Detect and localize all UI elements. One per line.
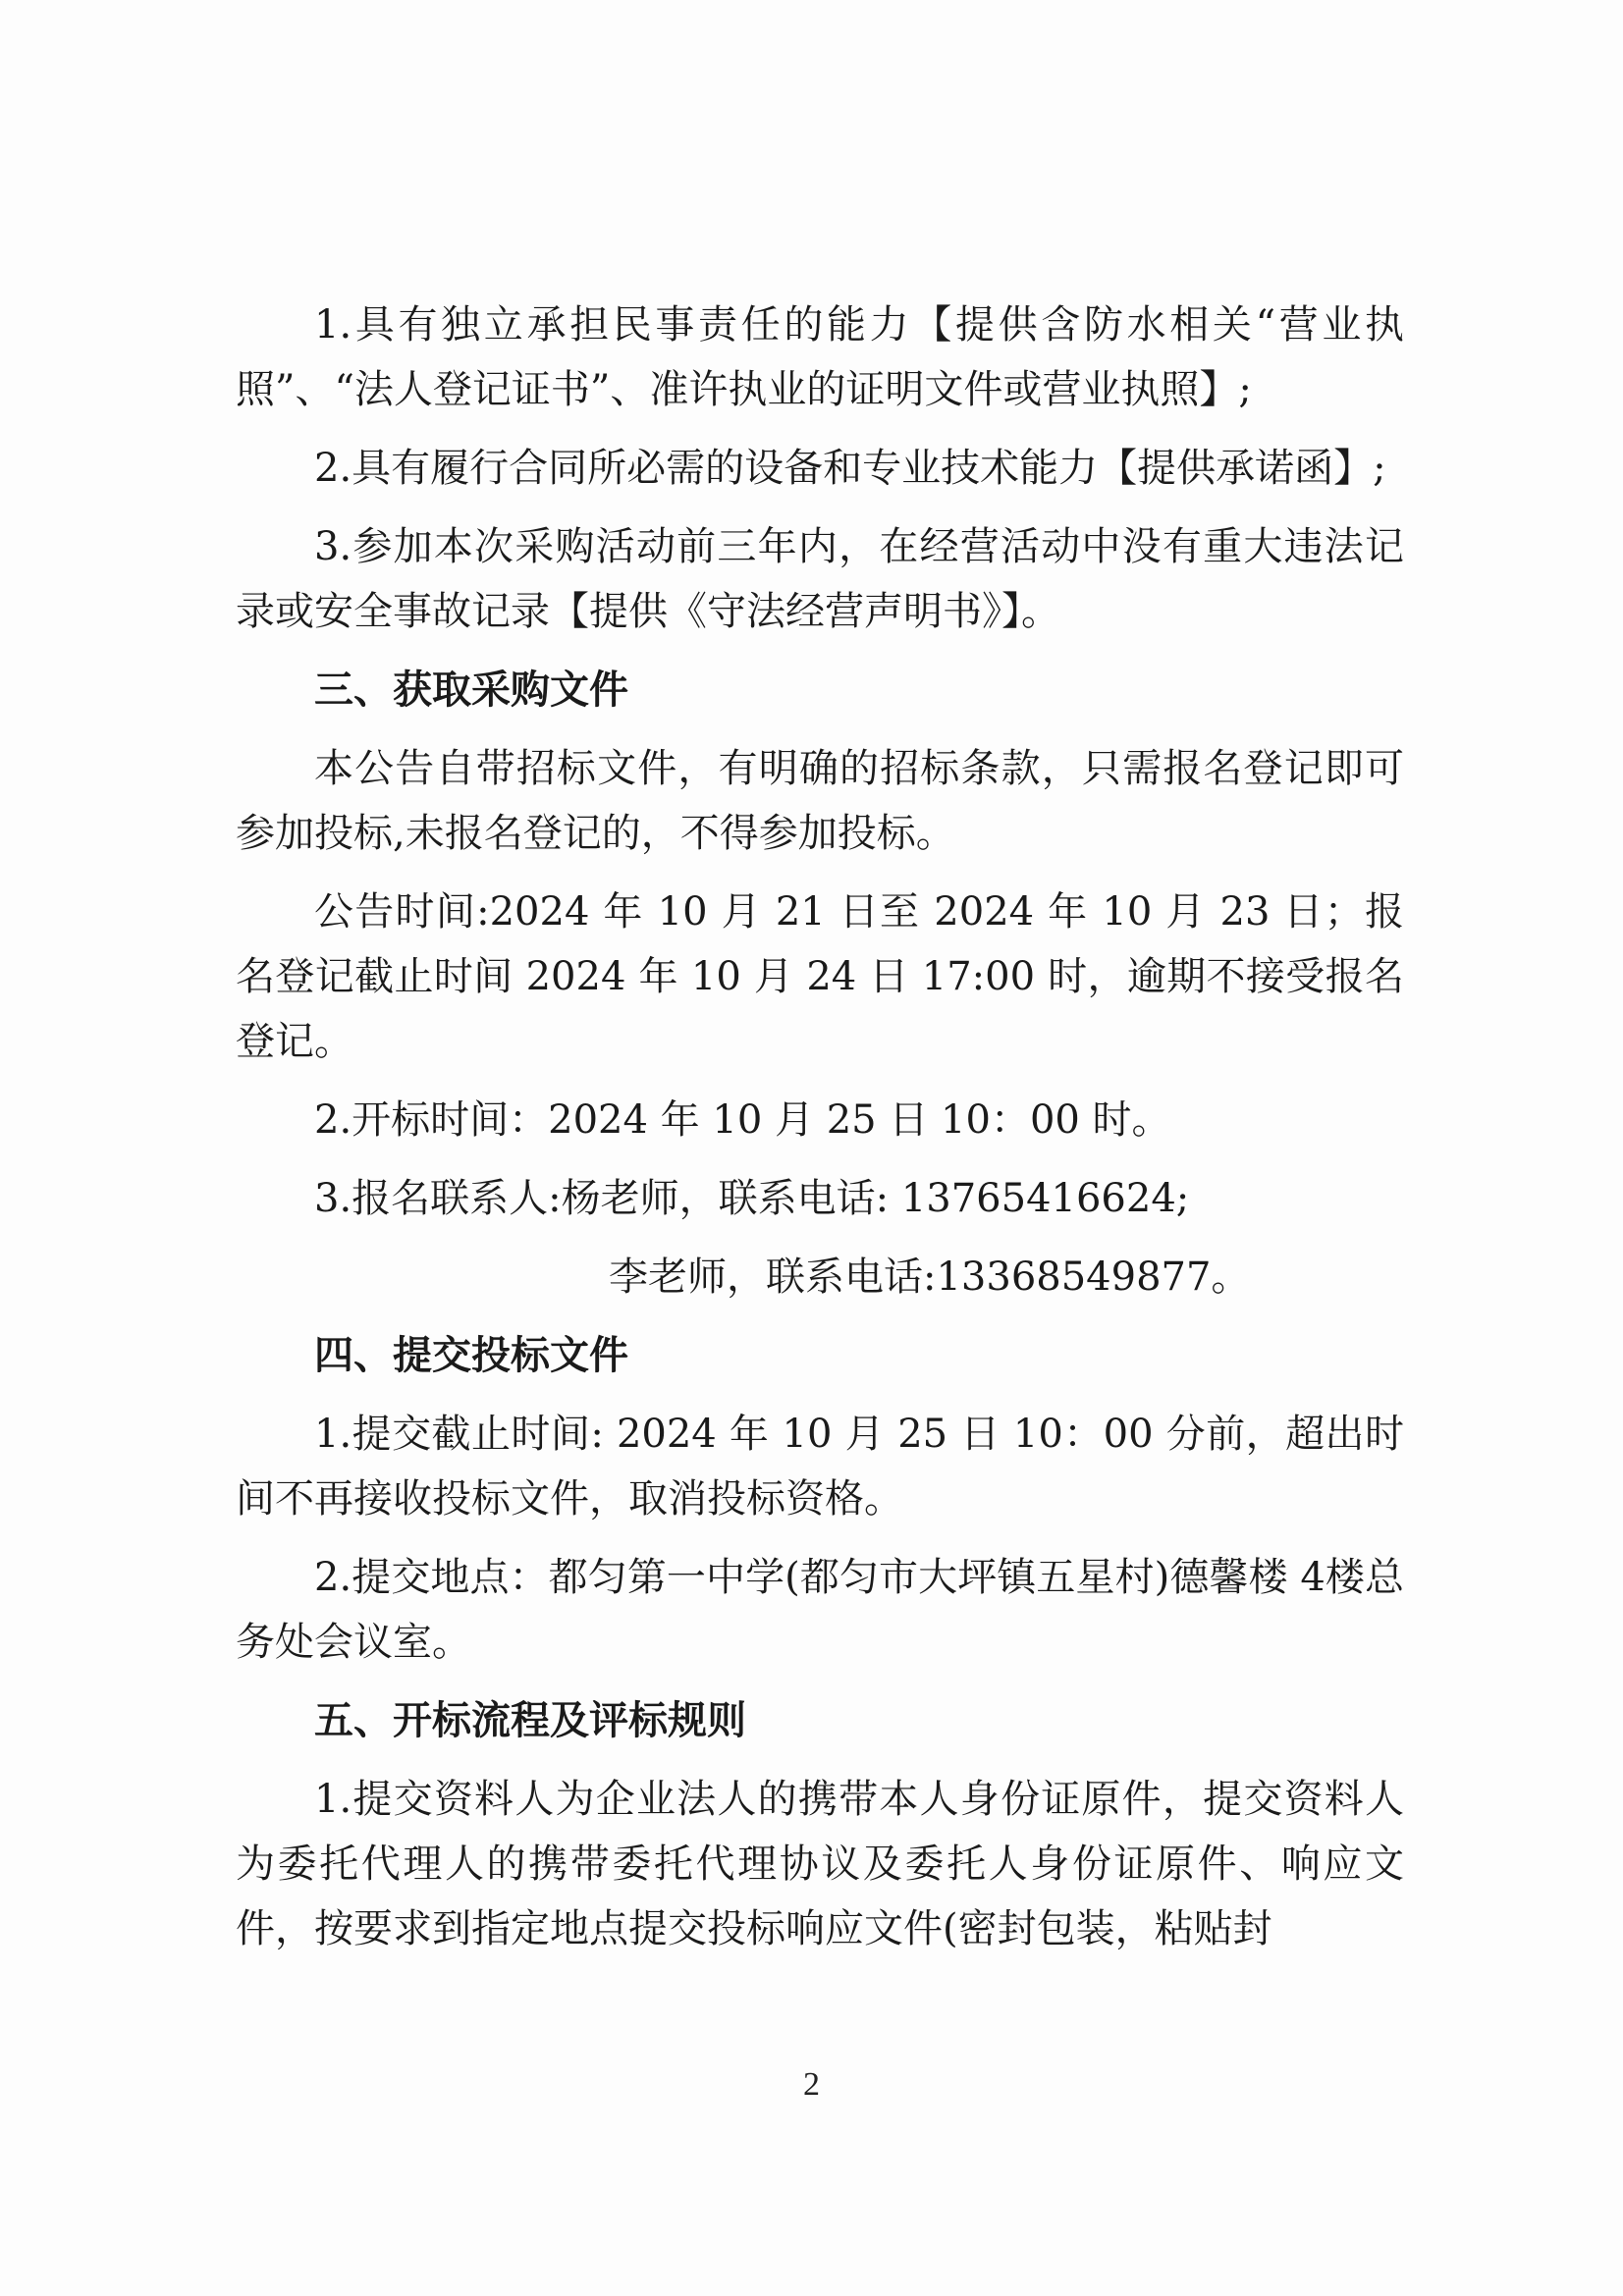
section-heading-obtain-documents: 三、获取采购文件 [314, 667, 628, 713]
paragraph-contact-li: 李老师，联系电话:13368549877。 [609, 1255, 1251, 1300]
paragraph-submission-location: 2.提交地点：都匀第一中学(都匀市大坪镇五星村)德馨楼 4楼总务处会议室。 [236, 1555, 1404, 1665]
paragraph-qualification-2: 2.具有履行合同所必需的设备和专业技术能力【提供承诺函】; [314, 446, 1386, 491]
paragraph-registration-note: 本公告自带招标文件，有明确的招标条款，只需报名登记即可参加投标,未报名登记的，不得参加投标。 [236, 746, 1404, 856]
paragraph-qualification-1: 1.具有独立承担民事责任的能力【提供含防水相关“营业执照”、“法人登记证书”、准许执业的证明文件或营业执照】; [236, 302, 1404, 412]
paragraph-bid-opening-time: 2.开标时间：2024 年 10 月 25 日 10：00 时。 [314, 1097, 1171, 1143]
paragraph-announcement-time: 公告时间:2024 年 10 月 21 日至 2024 年 10 月 23 日；报名登记截止时间 2024 年 10 月 24 日 17:00 时，逾期不接受报名登记。 [236, 889, 1404, 1064]
section-heading-opening-process: 五、开标流程及评标规则 [314, 1698, 746, 1743]
paragraph-submitter-requirements: 1.提交资料人为企业法人的携带本人身份证原件，提交资料人为委托代理人的携带委托代理协议及委托人身份证原件、响应文件，按要求到指定地点提交投标响应文件(密封包装，粘贴封 [236, 1777, 1404, 1951]
section-heading-submit-bids: 四、提交投标文件 [314, 1333, 628, 1378]
paragraph-qualification-3: 3.参加本次采购活动前三年内，在经营活动中没有重大违法记录或安全事故记录【提供《守法经营声明书》】。 [236, 524, 1404, 634]
page-number: 2 [803, 2066, 820, 2103]
paragraph-contact-yang: 3.报名联系人:杨老师，联系电话: 13765416624; [314, 1176, 1190, 1221]
paragraph-submission-deadline: 1.提交截止时间: 2024 年 10 月 25 日 10：00 分前，超出时间不再接收投标文件，取消投标资格。 [236, 1412, 1404, 1522]
document-body [236, 293, 1404, 1975]
